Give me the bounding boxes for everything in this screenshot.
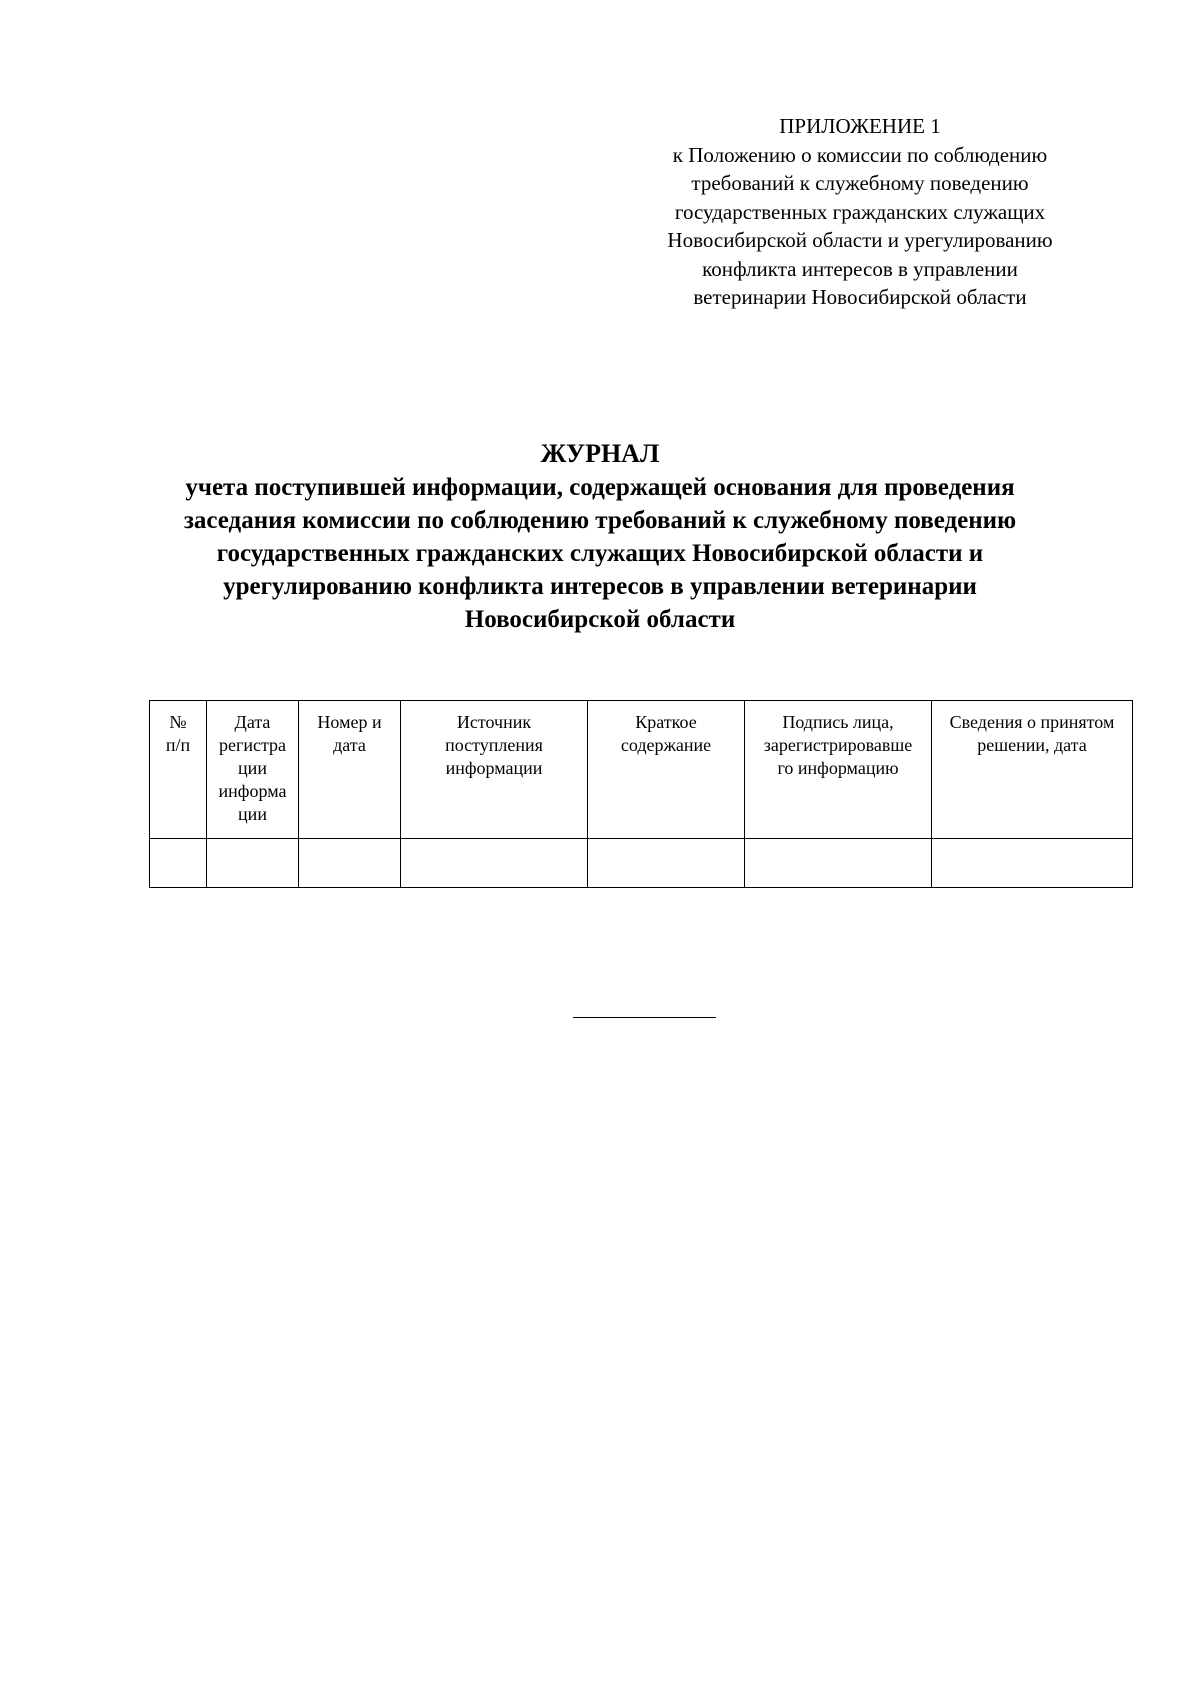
appendix-line: государственных гражданских служащих (674, 199, 1046, 224)
appendix-line: Новосибирской области и урегулированию (667, 228, 1053, 252)
appendix-line: требований к служебному поведению (691, 171, 1029, 195)
table-cell (932, 839, 1133, 888)
table-header-row (150, 701, 1133, 839)
appendix-line: ветеринарии Новосибирской области (693, 285, 1027, 309)
table-cell (745, 839, 932, 888)
title-line: учета поступившей информации, содержащей основания для проведения (185, 474, 1015, 501)
column-header-source: Источник поступления информации (401, 701, 588, 839)
table-cell (588, 839, 745, 888)
table-cell (150, 839, 207, 888)
appendix-block (600, 112, 1120, 312)
table-cell (299, 839, 401, 888)
title-line: заседания комиссии по соблюдению требований к служебному поведению (183, 507, 1017, 534)
column-header-summary: Краткое содержание (588, 701, 745, 839)
title-line: государственных гражданских служащих Новосибирской области и (216, 540, 984, 567)
journal-heading: ЖУРНАЛ (540, 439, 660, 468)
column-header-decision: Сведения о принятом решении, дата (932, 701, 1133, 839)
appendix-line: конфликта интересов в управлении (702, 256, 1018, 281)
column-header-number-and-date: Номер и дата (299, 701, 401, 839)
table-cell (401, 839, 588, 888)
table-cell (207, 839, 299, 888)
journal-table (149, 700, 1133, 888)
appendix-label: ПРИЛОЖЕНИЕ 1 (779, 114, 941, 138)
title-line: Новосибирской области (464, 606, 736, 633)
column-header-number: № п/п (150, 701, 207, 839)
appendix-line: к Положению о комиссии по соблюдению (672, 142, 1048, 167)
document-title (100, 437, 1100, 636)
footer-divider (573, 1017, 716, 1018)
title-line: урегулированию конфликта интересов в управлении ветеринарии (223, 573, 977, 600)
column-header-registration-date: Дата регистра ции информа ции (207, 701, 299, 839)
table-row (150, 839, 1133, 888)
column-header-signature: Подпись лица, зарегистрировавше го информацию (745, 701, 932, 839)
